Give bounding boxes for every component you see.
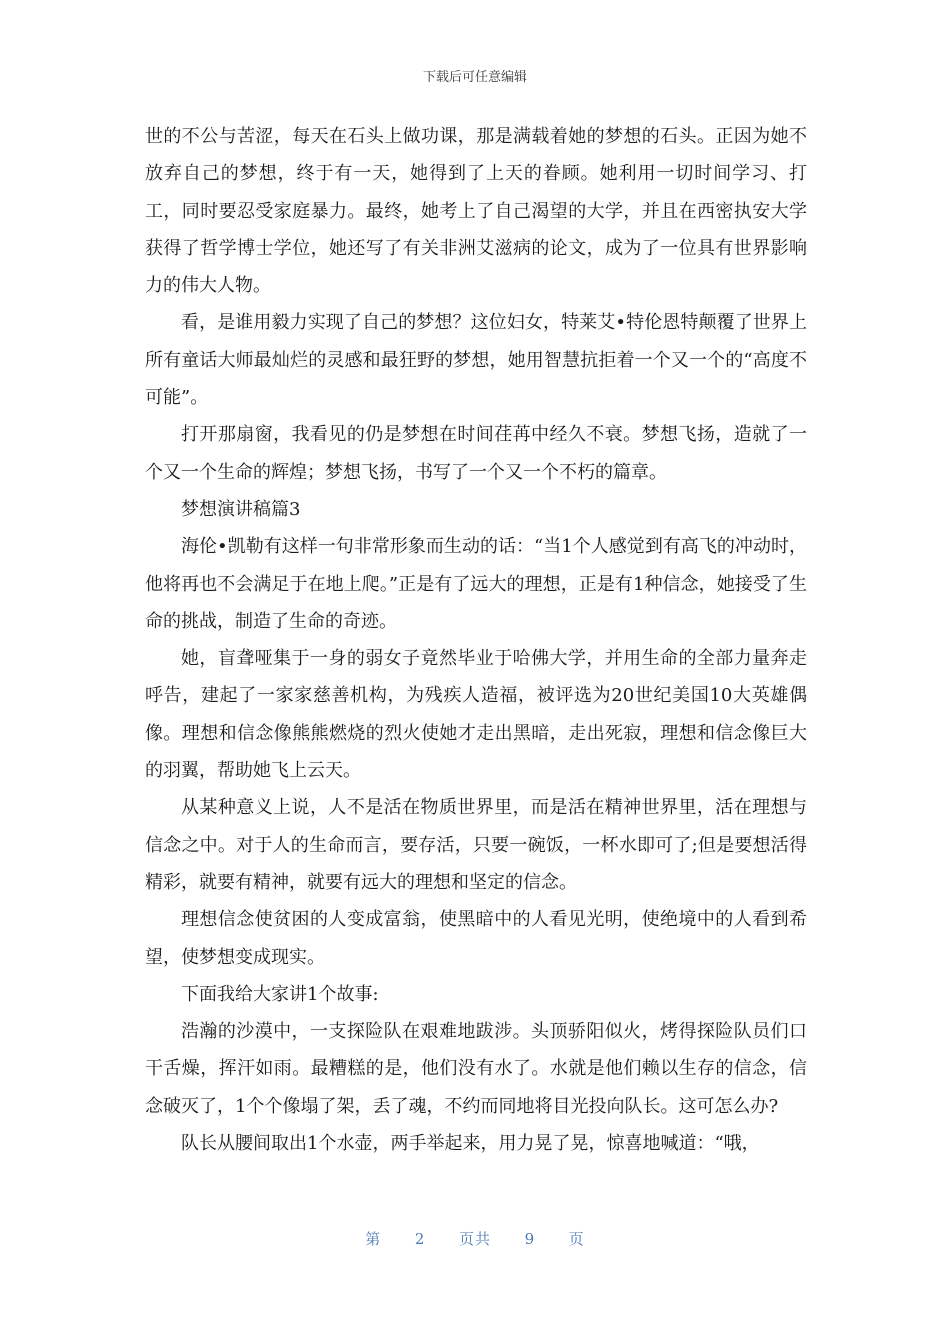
paragraph: 从某种意义上说，人不是活在物质世界里，而是活在精神世界里，活在理想与信念之中。对于人的生命而言，要存活，只要一碗饭，一杯水即可了;但是要想活得精彩，就要有精神，就要有远大的理想和坚定的信念。 — [145, 797, 807, 893]
paragraph: 海伦•凯勒有这样一句非常形象而生动的话：“当1个人感觉到有高飞的冲动时，他将再也不会满足于在地上爬。”正是有了远大的理想，正是有1种信念，她接受了生命的挑战，制造了生命的奇迹。 — [145, 536, 807, 632]
paragraph: 看，是谁用毅力实现了自己的梦想？这位妇女，特莱艾•特伦恩特颠覆了世界上所有童话大师最灿烂的灵感和最狂野的梦想，她用智慧抗拒着一个又一个的“高度不可能”。 — [145, 312, 807, 409]
paragraph: 浩瀚的沙漠中，一支探险队在艰难地跋涉。头顶骄阳似火，烤得探险队员们口干舌燥，挥汗如雨。最糟糕的是，他们没有水了。水就是他们赖以生存的信念，信念破灭了，1个个像塌了架，丢了魂，不约而同地将目光投向队长。这可怎么办? — [145, 1021, 807, 1117]
page-number: 2 — [414, 1230, 426, 1248]
paragraph: 理想信念使贫困的人变成富翁，使黑暗中的人看见光明，使绝境中的人看到希望，使梦想变成现实。 — [145, 909, 807, 968]
paragraph: 下面我给大家讲1个故事: — [181, 983, 379, 1005]
page-footer — [0, 1228, 950, 1249]
footer-ye: 页 — [568, 1230, 585, 1248]
page-header: 下载后可任意编辑 — [422, 70, 527, 85]
section-heading: 梦想演讲稿篇3 — [181, 498, 301, 520]
footer-di: 第 — [365, 1230, 382, 1248]
paragraph: 世的不公与苦涩，每天在石头上做功课，那是满载着她的梦想的石头。正因为她不放弃自己的梦想，终于有一天，她得到了上天的眷顾。她利用一切时间学习、打工，同时要忍受家庭暴力。最终，她考上了自己渴望的大学，并且在西密执安大学获得了哲学博士学位，她还写了有关非洲艾滋病的论文，成为了一位具有世界影响力的伟大人物。 — [145, 126, 807, 297]
footer-ye-gong: 页共 — [458, 1230, 491, 1248]
paragraph: 队长从腰间取出1个水壶，两手举起来，用力晃了晃，惊喜地喊道：“哦， — [181, 1133, 760, 1155]
paragraph: 打开那扇窗，我看见的仍是梦想在时间荏苒中经久不衰。梦想飞扬，造就了一个又一个生命的辉煌；梦想飞扬，书写了一个又一个不朽的篇章。 — [145, 424, 807, 483]
document-body — [145, 118, 807, 1162]
paragraph: 她，盲聋哑集于一身的弱女子竟然毕业于哈佛大学，并用生命的全部力量奔走呼告，建起了一家家慈善机构，为残疾人造福，被评选为20世纪美国10大英雄偶像。理想和信念像熊熊燃烧的烈火使她才走出黑暗，走出死寂，理想和信念像巨大的羽翼，帮助她飞上云天。 — [145, 648, 807, 782]
page-total: 9 — [524, 1230, 536, 1248]
